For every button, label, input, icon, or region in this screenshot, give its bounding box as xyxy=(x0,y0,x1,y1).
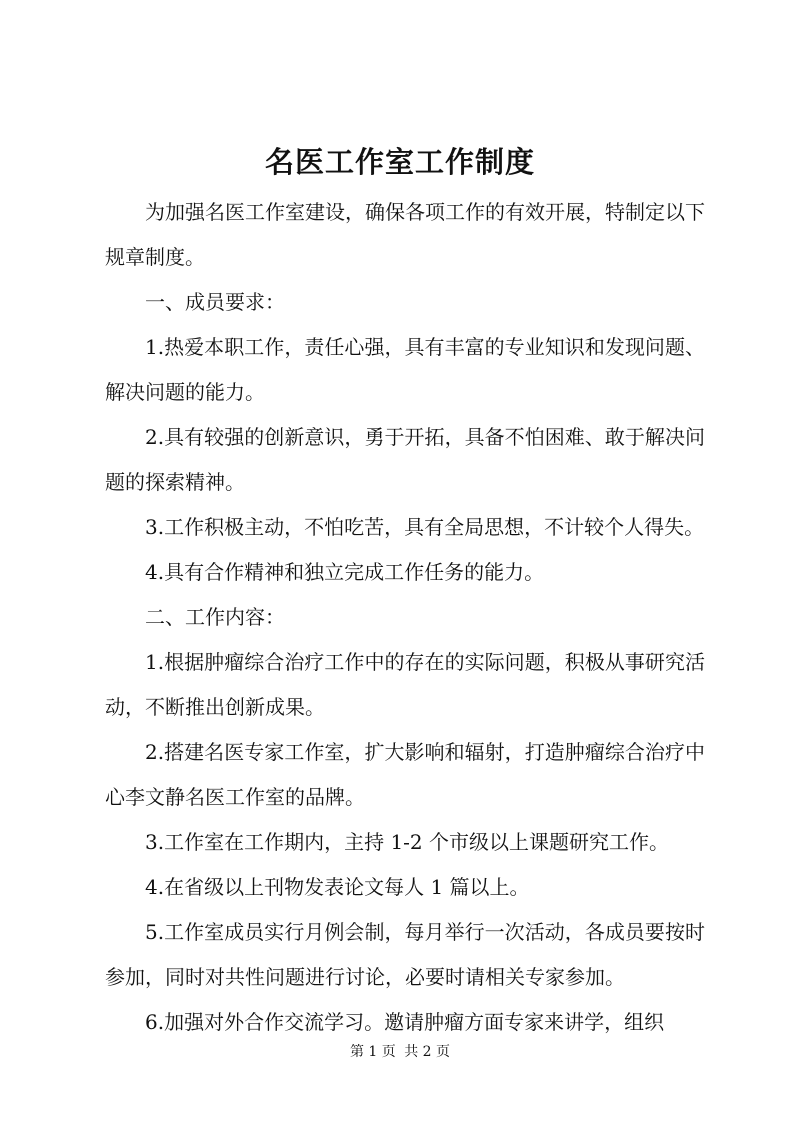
section-heading-members: 一、成员要求： xyxy=(145,290,285,314)
section-heading-work: 二、工作内容： xyxy=(145,605,285,629)
page-footer xyxy=(0,1041,800,1061)
document-body xyxy=(105,190,705,1045)
work-item-4: 4.在省级以上刊物发表论文每人 1 篇以上。 xyxy=(145,875,530,899)
page-number: 第 1 页 xyxy=(349,1044,396,1060)
member-requirement-1: 1.热爱本职工作，责任心强，具有丰富的专业知识和发现问题、解决问题的能力。 xyxy=(105,335,705,404)
work-item-2: 2.搭建名医专家工作室，扩大影响和辐射，打造肿瘤综合治疗中心李文静名医工作室的品牌。 xyxy=(105,740,705,809)
document-title: 名医工作室工作制度 xyxy=(264,145,535,179)
page-total: 共 2 页 xyxy=(404,1044,451,1060)
member-requirement-4: 4.具有合作精神和独立完成工作任务的能力。 xyxy=(145,560,545,584)
member-requirement-3: 3.工作积极主动，不怕吃苦，具有全局思想，不计较个人得失。 xyxy=(145,515,705,539)
member-requirement-2: 2.具有较强的创新意识，勇于开拓，具备不怕困难、敢于解决问题的探索精神。 xyxy=(105,425,705,494)
work-item-6: 6.加强对外合作交流学习。邀请肿瘤方面专家来讲学，组织 xyxy=(145,1010,665,1034)
work-item-1: 1.根据肿瘤综合治疗工作中的存在的实际问题，积极从事研究活动，不断推出创新成果。 xyxy=(105,650,705,719)
work-item-3: 3.工作室在工作期内，主持 1-2 个市级以上课题研究工作。 xyxy=(145,830,670,854)
work-item-5: 5.工作室成员实行月例会制，每月举行一次活动，各成员要按时参加，同时对共性问题进行讨论，必要时请相关专家参加。 xyxy=(105,920,705,989)
intro-paragraph: 为加强名医工作室建设，确保各项工作的有效开展，特制定以下规章制度。 xyxy=(105,200,705,269)
